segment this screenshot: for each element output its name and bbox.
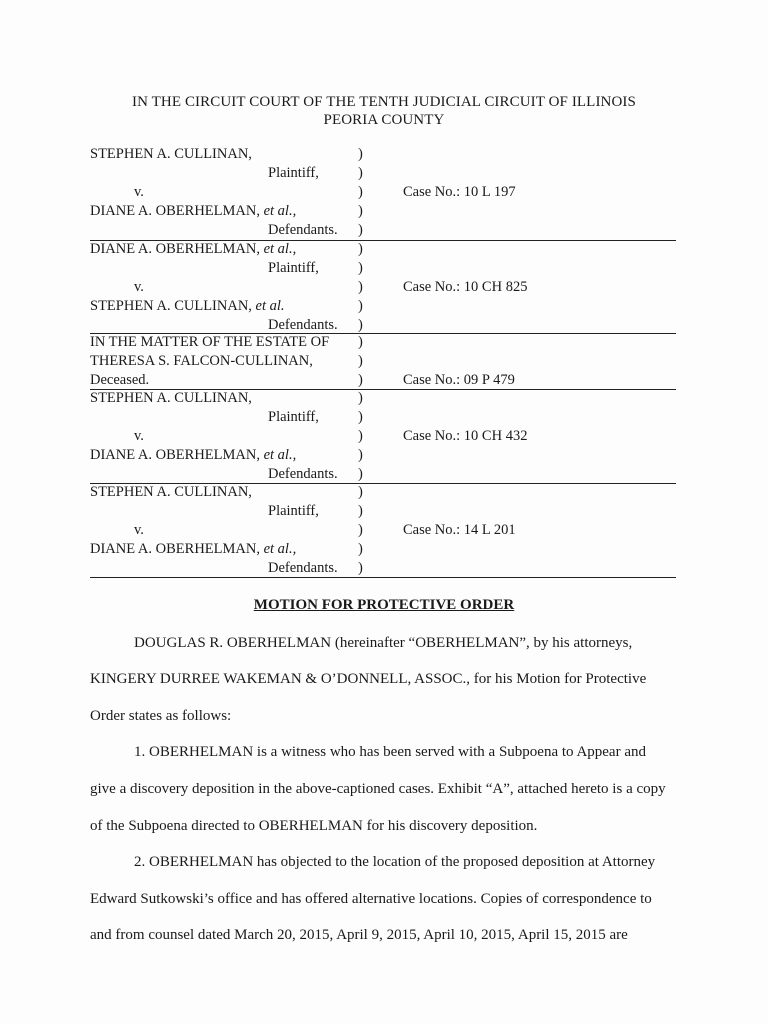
body-text-line: Order states as follows: [90, 708, 232, 724]
body-text-line: of the Subpoena directed to OBERHELMAN for his discovery deposition. [90, 818, 538, 834]
party-2-role: Defendants. [268, 560, 338, 576]
party-1: DIANE A. OBERHELMAN, et al., [90, 241, 297, 257]
motion-title: MOTION FOR PROTECTIVE ORDER [253, 597, 515, 613]
county-name: PEORIA COUNTY [323, 112, 445, 128]
paren: ) [358, 334, 363, 350]
paren: ) [358, 279, 363, 295]
case-number: Case No.: 10 L 197 [403, 184, 516, 200]
paren: ) [358, 503, 363, 519]
paren: ) [358, 241, 363, 257]
versus: v. [134, 522, 144, 538]
body-text-line: 2. OBERHELMAN has objected to the location of the proposed deposition at Attorney [134, 854, 656, 870]
paren: ) [358, 409, 363, 425]
paren: ) [358, 447, 363, 463]
paren: ) [358, 372, 363, 388]
paren: ) [358, 522, 363, 538]
paren: ) [358, 353, 363, 369]
party-2: STEPHEN A. CULLINAN, et al. [90, 298, 285, 314]
party-1-role: Plaintiff, [268, 260, 319, 276]
paren: ) [358, 390, 363, 406]
party-1: STEPHEN A. CULLINAN, [90, 146, 252, 162]
estate-line-2: THERESA S. FALCON-CULLINAN, [90, 353, 313, 369]
party-2-role: Defendants. [268, 466, 338, 482]
paren: ) [358, 146, 363, 162]
body-text-line: DOUGLAS R. OBERHELMAN (hereinafter “OBERHELMAN”, by his attorneys, [134, 635, 633, 651]
case-number: Case No.: 10 CH 825 [403, 279, 528, 295]
paren: ) [358, 541, 363, 557]
paren: ) [358, 222, 363, 238]
party-1: STEPHEN A. CULLINAN, [90, 390, 252, 406]
body-text-line: Edward Sutkowski’s office and has offered alternative locations. Copies of correspondence to [90, 891, 652, 907]
party-2: DIANE A. OBERHELMAN, et al., [90, 541, 297, 557]
body-text-line: 1. OBERHELMAN is a witness who has been served with a Subpoena to Appear and [134, 744, 646, 760]
paren: ) [358, 165, 363, 181]
paren: ) [358, 428, 363, 444]
party-1-role: Plaintiff, [268, 165, 319, 181]
paren: ) [358, 317, 363, 333]
party-2-role: Defendants. [268, 222, 338, 238]
estate-line-3: Deceased. [90, 372, 150, 388]
divider-rule [90, 577, 676, 578]
body-text-line: and from counsel dated March 20, 2015, April 9, 2015, April 10, 2015, April 15, 2015 are [90, 927, 628, 943]
party-1: STEPHEN A. CULLINAN, [90, 484, 252, 500]
paren: ) [358, 466, 363, 482]
case-number: Case No.: 10 CH 432 [403, 428, 528, 444]
body-text-line: KINGERY DURREE WAKEMAN & O’DONNELL, ASSOC., for his Motion for Protective [90, 671, 647, 687]
paren: ) [358, 184, 363, 200]
versus: v. [134, 184, 144, 200]
versus: v. [134, 428, 144, 444]
versus: v. [134, 279, 144, 295]
party-2-role: Defendants. [268, 317, 338, 333]
paren: ) [358, 484, 363, 500]
case-number: Case No.: 09 P 479 [403, 372, 515, 388]
party-2: DIANE A. OBERHELMAN, et al., [90, 447, 297, 463]
paren: ) [358, 260, 363, 276]
court-name: IN THE CIRCUIT COURT OF THE TENTH JUDICIAL CIRCUIT OF ILLINOIS [132, 94, 636, 110]
paren: ) [358, 560, 363, 576]
estate-line-1: IN THE MATTER OF THE ESTATE OF [90, 334, 330, 350]
case-number: Case No.: 14 L 201 [403, 522, 516, 538]
party-1-role: Plaintiff, [268, 409, 319, 425]
paren: ) [358, 203, 363, 219]
party-2: DIANE A. OBERHELMAN, et al., [90, 203, 297, 219]
paren: ) [358, 298, 363, 314]
party-1-role: Plaintiff, [268, 503, 319, 519]
body-text-line: give a discovery deposition in the above-captioned cases. Exhibit “A”, attached hereto is a copy [90, 781, 666, 797]
